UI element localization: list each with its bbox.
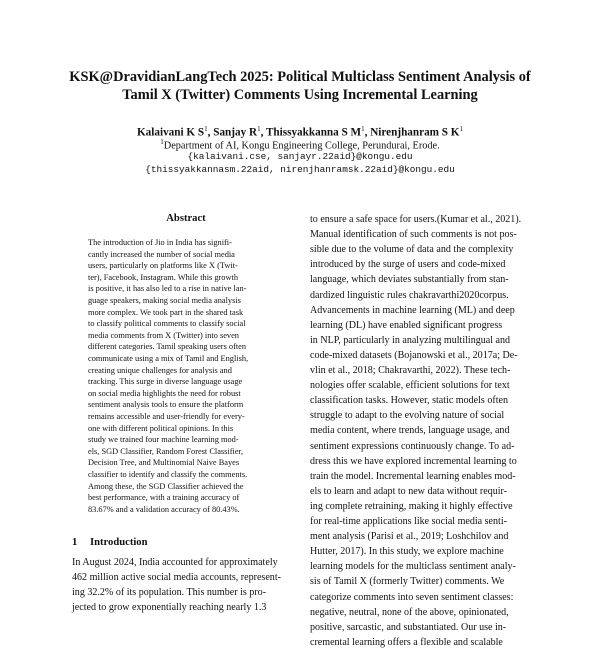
author-name: Nirenjhanram S K — [370, 126, 460, 139]
paragraph-line: sentiment expressions continuously change. To ad- — [310, 440, 515, 452]
abstract-line: to classify political comments to classify social — [88, 319, 246, 329]
paragraph-line: learning (DL) have enabled significant progress — [310, 319, 503, 331]
paragraph-line: Manual identification of such comments is not pos- — [310, 229, 517, 241]
paragraph-line: ing complete retraining, making it highly effective — [310, 500, 513, 512]
paragraph-line: for real-time applications like social media senti- — [310, 516, 507, 527]
author-name: Sanjay R — [213, 126, 258, 139]
abstract-line: study we trained four machine learning mod- — [88, 435, 239, 445]
paper-title-line-2: Tamil X (Twitter) Comments Using Incremental Learning — [122, 87, 478, 103]
paragraph-line: ment analysis (Parisi et al., 2019; Loshchilov and — [310, 531, 509, 543]
abstract-line: els, SGD Classifier, Random Forest Classifier, — [88, 446, 244, 456]
paragraph-line: els to learn and adapt to new data without requir- — [310, 485, 508, 497]
abstract-line: one with different political opinions. In this — [88, 423, 234, 433]
email-line: {thissyakkannasm.22aid, nirenjhanramsk.22aid}@kongu.edu — [145, 164, 455, 175]
abstract-line: sentiment analysis tools to ensure the platform — [88, 400, 244, 410]
abstract-line: creating unique challenges for analysis and — [88, 365, 232, 375]
abstract-line: remains accessible and user-friendly for every- — [88, 412, 245, 421]
paragraph-line: ing 32.2% of its population. This number is pro- — [72, 587, 267, 599]
paragraph-line: categorize comments into seven sentiment classes: — [310, 591, 514, 603]
paper-title-line-1: KSK@DravidianLangTech 2025: Political Multiclass Sentiment Analysis of — [69, 69, 531, 85]
author-name: Thissyakkanna S M — [265, 126, 362, 139]
paragraph-line: introduced by the surge of users and code-mixed — [310, 259, 506, 271]
abstract-line: best performance, with a training accuracy of — [88, 493, 240, 503]
abstract-line: media comments from X (Twitter) into seven — [88, 330, 239, 340]
section-heading-introduction — [72, 536, 148, 549]
abstract-line: The introduction of Jio in India has signifi- — [88, 238, 232, 247]
paragraph-line: to ensure a safe space for users.(Kumar et al., 2021). — [310, 214, 522, 225]
author-affiliation-mark: 1 — [361, 125, 365, 133]
author-name: Kalaivani K S — [136, 126, 205, 139]
abstract-line: 83.67% and a validation accuracy of 80.43%. — [88, 504, 240, 514]
abstract-line: guage speakers, making social media analysis — [88, 296, 241, 305]
paragraph-line: learning models for the multiclass sentiment analy- — [310, 561, 516, 573]
paragraph-line: language, which deviates substantially from stan- — [310, 274, 509, 286]
paragraph-line: train the model. Incremental learning enables mod- — [310, 470, 516, 482]
author-affiliation-mark: 1 — [459, 125, 464, 133]
abstract-line: classifier to identify and classify the comments. — [88, 470, 248, 479]
paragraph-line: jected to grow exponentially reaching nearly 1.3 — [72, 602, 267, 614]
abstract-line: different categories. Tamil speaking users often — [88, 342, 247, 352]
paragraph-line: sible due to the volume of data and the complexity — [310, 244, 514, 256]
paragraph-line: Advancements in machine learning (ML) and deep — [310, 304, 515, 316]
paragraph-line: negative, neutral, none of the above, opinionated, — [310, 606, 509, 618]
abstract-line: is positive, it has also led to a rise in native lan- — [88, 284, 247, 294]
abstract-line: more complex. We took part in the shared task — [88, 307, 244, 317]
abstract-line: tracking. This surge in diverse language usage — [88, 377, 243, 387]
paragraph-line: media content, where trends, language usage, and — [310, 425, 510, 437]
paragraph-line: cremental learning offers a flexible and scalable — [310, 636, 503, 648]
paragraph-line: struggle to adapt to the evolving nature of social — [310, 410, 505, 422]
paragraph-line: nologies offer scalable, efficient solutions for text — [310, 380, 510, 392]
paragraph-line: In August 2024, India accounted for approximately — [72, 557, 278, 568]
paragraph-line: dress this we have explored incremental learning to — [310, 455, 517, 467]
affiliation-text: Department of AI, Kongu Engineering College, Perundurai, Erode. — [163, 140, 440, 152]
paragraph-line: 462 million active social media accounts, represent- — [72, 572, 281, 584]
section-number: 1 — [72, 537, 78, 548]
paragraph-line: vlin et al., 2018; Chakravarthi, 2022). These tech- — [310, 365, 511, 376]
author-affiliation-mark: 1 — [204, 125, 208, 133]
abstract-line: communicate using a mix of Tamil and English, — [88, 354, 249, 363]
abstract-line: Among these, the SGD Classifier achieved the — [88, 481, 244, 491]
abstract-line: on social media highlights the need for robust — [88, 388, 241, 398]
paragraph-line: sis of Tamil X (formerly Twitter) comments. We — [310, 576, 505, 588]
paragraph-line: positive, sarcastic, and substantiated. Our use in- — [310, 621, 507, 633]
abstract-line: Decision Tree, and Multinomial Naive Bayes — [88, 458, 240, 468]
abstract-heading: Abstract — [166, 213, 206, 224]
paper-title — [40, 68, 560, 104]
paragraph-line: Hutter, 2017). In this study, we explore machine — [310, 546, 504, 558]
affiliation-mark: 1 — [160, 138, 164, 146]
author-affiliation-mark: 1 — [257, 125, 261, 133]
author-list: Kalaivani K $S^1$, Sanjay $R^1$, Thissyakkanna S $M^1$, Nirenjhanram S $K^1$ — [136, 125, 464, 139]
email-line: {kalaivani.cse, sanjayr.22aid}@kongu.edu — [187, 151, 413, 162]
abstract-line: cantly increased the number of social media — [88, 249, 235, 259]
abstract-line: users, particularly on platforms like X (Twit- — [88, 261, 238, 271]
paragraph-line: code-mixed datasets (Bojanowski et al., 2017a; De- — [310, 349, 518, 361]
abstract-line: ter), Facebook, Instagram. While this growth — [88, 272, 238, 282]
paragraph-line: dardized linguistic rules chakravarthi2020corpus. — [310, 289, 509, 301]
paragraph-line: classification tasks. However, static models often — [310, 395, 508, 407]
section-title: Introduction — [90, 537, 148, 548]
paragraph-line: in NLP, particularly in analyzing multilingual and — [310, 334, 511, 346]
